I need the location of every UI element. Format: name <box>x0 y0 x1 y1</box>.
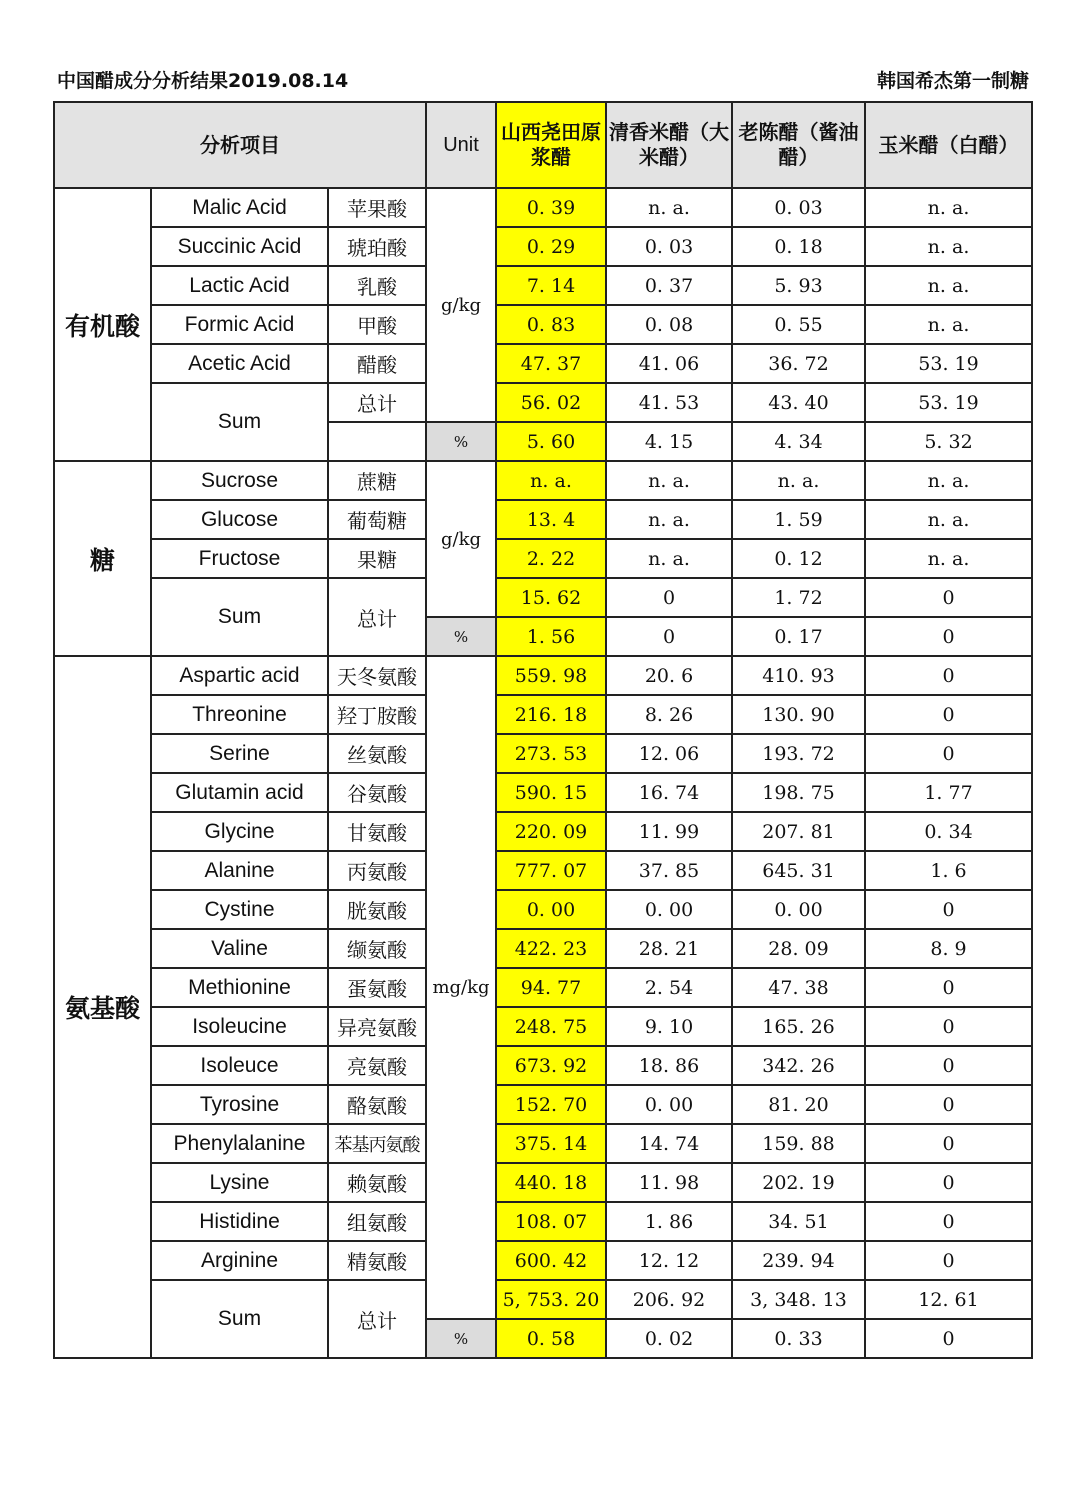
value-rice: 41. 06 <box>606 344 732 383</box>
value-aged: 198. 75 <box>732 773 865 812</box>
value-corn: n. a. <box>865 500 1032 539</box>
item-name-en: Serine <box>151 734 328 773</box>
table-row <box>54 968 1032 1007</box>
unit-label: mg/kg <box>426 656 496 1319</box>
value-rice: 12. 12 <box>606 1241 732 1280</box>
value-shanxi: 5. 60 <box>496 422 606 461</box>
value-rice: n. a. <box>606 539 732 578</box>
value-rice: 2. 54 <box>606 968 732 1007</box>
value-rice: 0 <box>606 578 732 617</box>
value-corn: 0 <box>865 1124 1032 1163</box>
value-corn: 8. 9 <box>865 929 1032 968</box>
value-shanxi: 375. 14 <box>496 1124 606 1163</box>
value-rice: 1. 86 <box>606 1202 732 1241</box>
document-title: 中国醋成分分析结果2019.08.14 <box>57 70 349 92</box>
value-rice: 14. 74 <box>606 1124 732 1163</box>
item-name-cn: 甲酸 <box>328 305 426 344</box>
item-name-cn: 精氨酸 <box>328 1241 426 1280</box>
value-shanxi: 600. 42 <box>496 1241 606 1280</box>
percent-unit: % <box>426 422 496 461</box>
value-rice: 0. 03 <box>606 227 732 266</box>
table-row <box>54 500 1032 539</box>
value-corn: 0 <box>865 1163 1032 1202</box>
value-shanxi: 777. 07 <box>496 851 606 890</box>
value-aged: 0. 03 <box>732 188 865 227</box>
item-name-cn: 醋酸 <box>328 344 426 383</box>
value-shanxi: 273. 53 <box>496 734 606 773</box>
value-corn: n. a. <box>865 266 1032 305</box>
analysis-table <box>53 101 1033 1359</box>
item-name-cn: 苹果酸 <box>328 188 426 227</box>
value-shanxi: 216. 18 <box>496 695 606 734</box>
value-corn: 0. 34 <box>865 812 1032 851</box>
value-corn: n. a. <box>865 227 1032 266</box>
value-rice: 0. 37 <box>606 266 732 305</box>
value-shanxi: 13. 4 <box>496 500 606 539</box>
item-name-en: Histidine <box>151 1202 328 1241</box>
value-aged: 165. 26 <box>732 1007 865 1046</box>
percent-unit: % <box>426 1319 496 1358</box>
table-row <box>54 1007 1032 1046</box>
value-shanxi: 0. 39 <box>496 188 606 227</box>
item-name-cn: 果糖 <box>328 539 426 578</box>
item-name-en: Malic Acid <box>151 188 328 227</box>
group-label: 氨基酸 <box>54 656 151 1358</box>
value-shanxi: 220. 09 <box>496 812 606 851</box>
value-corn: n. a. <box>865 305 1032 344</box>
sum-row <box>54 1280 1032 1319</box>
value-aged: 0. 18 <box>732 227 865 266</box>
item-name-en: Formic Acid <box>151 305 328 344</box>
value-corn: 0 <box>865 656 1032 695</box>
value-aged: 0. 55 <box>732 305 865 344</box>
value-corn: n. a. <box>865 461 1032 500</box>
table-row <box>54 1124 1032 1163</box>
value-shanxi: n. a. <box>496 461 606 500</box>
value-rice: 20. 6 <box>606 656 732 695</box>
value-corn: n. a. <box>865 188 1032 227</box>
value-rice: n. a. <box>606 188 732 227</box>
table-row <box>54 539 1032 578</box>
value-aged: 36. 72 <box>732 344 865 383</box>
header-shanxi-vinegar: 山西尧田原浆醋 <box>496 102 606 188</box>
value-corn: 0 <box>865 890 1032 929</box>
item-name-en: Acetic Acid <box>151 344 328 383</box>
value-corn: 0 <box>865 617 1032 656</box>
table-row <box>54 656 1032 695</box>
value-rice: 11. 99 <box>606 812 732 851</box>
value-rice: n. a. <box>606 461 732 500</box>
value-aged: 43. 40 <box>732 383 865 422</box>
table-row <box>54 695 1032 734</box>
value-shanxi: 0. 58 <box>496 1319 606 1358</box>
table-row <box>54 890 1032 929</box>
item-name-cn: 谷氨酸 <box>328 773 426 812</box>
item-name-en: Valine <box>151 929 328 968</box>
value-corn: 0 <box>865 1007 1032 1046</box>
item-name-en: Arginine <box>151 1241 328 1280</box>
item-name-cn: 葡萄糖 <box>328 500 426 539</box>
item-name-cn: 琥珀酸 <box>328 227 426 266</box>
table-row <box>54 344 1032 383</box>
table-row <box>54 773 1032 812</box>
value-corn: 1. 77 <box>865 773 1032 812</box>
value-rice: 9. 10 <box>606 1007 732 1046</box>
value-aged: 130. 90 <box>732 695 865 734</box>
item-name-cn: 异亮氨酸 <box>328 1007 426 1046</box>
value-aged: 5. 93 <box>732 266 865 305</box>
item-name-en: Succinic Acid <box>151 227 328 266</box>
value-corn: n. a. <box>865 539 1032 578</box>
sum-label-cn: 总计 <box>328 383 426 422</box>
item-name-en: Alanine <box>151 851 328 890</box>
value-aged: 4. 34 <box>732 422 865 461</box>
header-row <box>54 102 1032 188</box>
value-aged: 1. 59 <box>732 500 865 539</box>
header-rice-vinegar: 清香米醋（大米醋） <box>606 102 732 188</box>
value-rice: 37. 85 <box>606 851 732 890</box>
value-shanxi: 422. 23 <box>496 929 606 968</box>
item-name-cn: 蛋氨酸 <box>328 968 426 1007</box>
item-name-en: Threonine <box>151 695 328 734</box>
value-shanxi: 108. 07 <box>496 1202 606 1241</box>
value-corn: 0 <box>865 578 1032 617</box>
value-shanxi: 152. 70 <box>496 1085 606 1124</box>
item-name-en: Phenylalanine <box>151 1124 328 1163</box>
item-name-en: Isoleucine <box>151 1007 328 1046</box>
value-aged: 239. 94 <box>732 1241 865 1280</box>
value-aged: 0. 17 <box>732 617 865 656</box>
value-aged: 3, 348. 13 <box>732 1280 865 1319</box>
value-aged: 1. 72 <box>732 578 865 617</box>
item-name-cn: 乳酸 <box>328 266 426 305</box>
header-analysis-item: 分析项目 <box>54 102 426 188</box>
table-row <box>54 851 1032 890</box>
value-aged: n. a. <box>732 461 865 500</box>
item-name-cn: 赖氨酸 <box>328 1163 426 1202</box>
value-rice: 16. 74 <box>606 773 732 812</box>
value-shanxi: 94. 77 <box>496 968 606 1007</box>
value-rice: 0. 00 <box>606 1085 732 1124</box>
group-label: 糖 <box>54 461 151 656</box>
value-corn: 12. 61 <box>865 1280 1032 1319</box>
percent-unit: % <box>426 617 496 656</box>
item-name-cn: 丝氨酸 <box>328 734 426 773</box>
item-name-cn: 缬氨酸 <box>328 929 426 968</box>
sum-row <box>54 578 1032 617</box>
value-rice: 28. 21 <box>606 929 732 968</box>
sum-label-cn: 总计 <box>328 1280 426 1358</box>
value-corn: 0 <box>865 695 1032 734</box>
value-aged: 34. 51 <box>732 1202 865 1241</box>
value-shanxi: 0. 29 <box>496 227 606 266</box>
item-name-cn: 胱氨酸 <box>328 890 426 929</box>
value-rice: 8. 26 <box>606 695 732 734</box>
value-shanxi: 0. 83 <box>496 305 606 344</box>
value-rice: 41. 53 <box>606 383 732 422</box>
group-label: 有机酸 <box>54 188 151 461</box>
value-corn: 53. 19 <box>865 383 1032 422</box>
value-aged: 28. 09 <box>732 929 865 968</box>
table-row <box>54 734 1032 773</box>
value-shanxi: 440. 18 <box>496 1163 606 1202</box>
item-name-en: Glycine <box>151 812 328 851</box>
value-corn: 1. 6 <box>865 851 1032 890</box>
item-name-cn: 蔗糖 <box>328 461 426 500</box>
value-corn: 53. 19 <box>865 344 1032 383</box>
item-name-en: Glutamin acid <box>151 773 328 812</box>
sum-label-cn: 总计 <box>328 578 426 656</box>
item-name-cn: 亮氨酸 <box>328 1046 426 1085</box>
value-shanxi: 15. 62 <box>496 578 606 617</box>
company-name: 韩国希杰第一制糖 <box>876 70 1029 92</box>
empty-cell <box>328 422 426 461</box>
value-shanxi: 0. 00 <box>496 890 606 929</box>
value-rice: 0. 00 <box>606 890 732 929</box>
value-shanxi: 559. 98 <box>496 656 606 695</box>
item-name-cn: 丙氨酸 <box>328 851 426 890</box>
table-row <box>54 812 1032 851</box>
item-name-en: Glucose <box>151 500 328 539</box>
value-corn: 0 <box>865 1085 1032 1124</box>
value-aged: 0. 00 <box>732 890 865 929</box>
item-name-cn: 苯基丙氨酸 <box>328 1124 426 1163</box>
value-corn: 0 <box>865 1046 1032 1085</box>
value-aged: 207. 81 <box>732 812 865 851</box>
value-rice: 0 <box>606 617 732 656</box>
item-name-en: Lysine <box>151 1163 328 1202</box>
value-corn: 0 <box>865 734 1032 773</box>
value-corn: 0 <box>865 968 1032 1007</box>
value-aged: 47. 38 <box>732 968 865 1007</box>
table-row <box>54 1163 1032 1202</box>
table-row <box>54 188 1032 227</box>
table-row <box>54 266 1032 305</box>
value-aged: 342. 26 <box>732 1046 865 1085</box>
value-aged: 410. 93 <box>732 656 865 695</box>
item-name-en: Cystine <box>151 890 328 929</box>
item-name-cn: 羟丁胺酸 <box>328 695 426 734</box>
value-rice: 4. 15 <box>606 422 732 461</box>
value-rice: 0. 02 <box>606 1319 732 1358</box>
value-corn: 0 <box>865 1319 1032 1358</box>
item-name-en: Isoleuce <box>151 1046 328 1085</box>
table-row <box>54 929 1032 968</box>
item-name-cn: 甘氨酸 <box>328 812 426 851</box>
value-aged: 645. 31 <box>732 851 865 890</box>
item-name-cn: 天冬氨酸 <box>328 656 426 695</box>
unit-label: g/kg <box>426 188 496 422</box>
sum-label: Sum <box>151 1280 328 1358</box>
value-shanxi: 248. 75 <box>496 1007 606 1046</box>
item-name-cn: 组氨酸 <box>328 1202 426 1241</box>
value-aged: 202. 19 <box>732 1163 865 1202</box>
value-shanxi: 1. 56 <box>496 617 606 656</box>
table-row <box>54 1046 1032 1085</box>
value-aged: 159. 88 <box>732 1124 865 1163</box>
table-row <box>54 227 1032 266</box>
value-rice: 11. 98 <box>606 1163 732 1202</box>
value-corn: 0 <box>865 1202 1032 1241</box>
sum-row <box>54 383 1032 422</box>
value-shanxi: 47. 37 <box>496 344 606 383</box>
value-aged: 81. 20 <box>732 1085 865 1124</box>
value-rice: 18. 86 <box>606 1046 732 1085</box>
value-corn: 5. 32 <box>865 422 1032 461</box>
value-shanxi: 56. 02 <box>496 383 606 422</box>
value-shanxi: 673. 92 <box>496 1046 606 1085</box>
table-row <box>54 461 1032 500</box>
table-row <box>54 1085 1032 1124</box>
item-name-en: Sucrose <box>151 461 328 500</box>
sum-label: Sum <box>151 578 328 656</box>
value-rice: n. a. <box>606 500 732 539</box>
value-shanxi: 590. 15 <box>496 773 606 812</box>
value-rice: 0. 08 <box>606 305 732 344</box>
value-aged: 0. 12 <box>732 539 865 578</box>
value-shanxi: 7. 14 <box>496 266 606 305</box>
value-rice: 12. 06 <box>606 734 732 773</box>
unit-label: g/kg <box>426 461 496 617</box>
item-name-en: Tyrosine <box>151 1085 328 1124</box>
header-aged-vinegar: 老陈醋（酱油醋） <box>732 102 865 188</box>
table-row <box>54 1241 1032 1280</box>
table-row <box>54 305 1032 344</box>
value-corn: 0 <box>865 1241 1032 1280</box>
table-row <box>54 1202 1032 1241</box>
value-rice: 206. 92 <box>606 1280 732 1319</box>
header-unit: Unit <box>426 102 496 188</box>
value-shanxi: 5, 753. 20 <box>496 1280 606 1319</box>
item-name-en: Methionine <box>151 968 328 1007</box>
sum-label: Sum <box>151 383 328 461</box>
item-name-en: Lactic Acid <box>151 266 328 305</box>
item-name-en: Fructose <box>151 539 328 578</box>
value-aged: 0. 33 <box>732 1319 865 1358</box>
value-shanxi: 2. 22 <box>496 539 606 578</box>
item-name-en: Aspartic acid <box>151 656 328 695</box>
header-corn-vinegar: 玉米醋（白醋） <box>865 102 1032 188</box>
value-aged: 193. 72 <box>732 734 865 773</box>
item-name-cn: 酪氨酸 <box>328 1085 426 1124</box>
